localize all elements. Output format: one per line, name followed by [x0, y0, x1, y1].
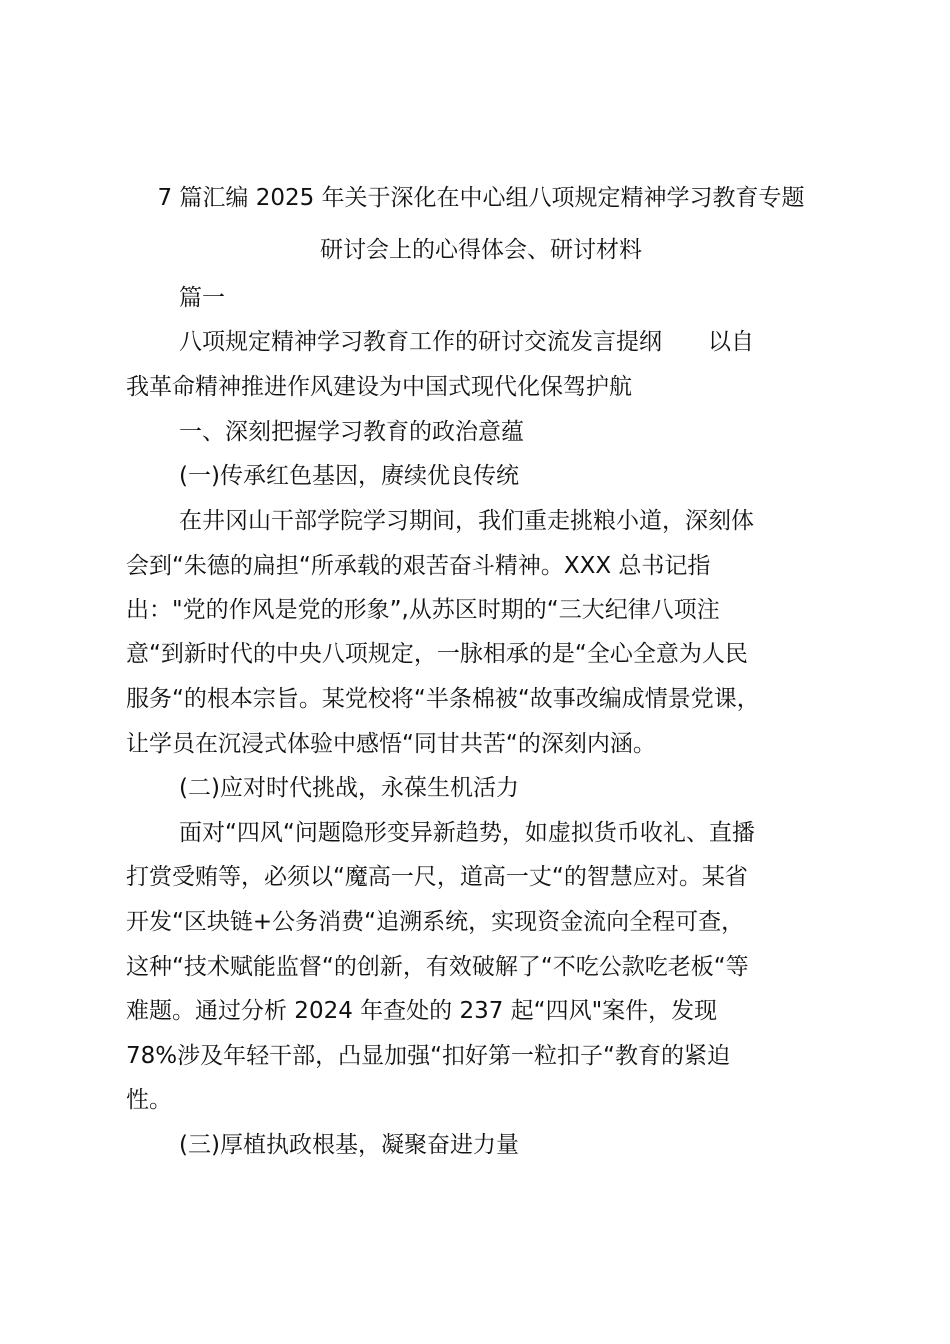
- paragraph-line: 意“到新时代的中央八项规定，一脉相承的是“全心全意为人民: [126, 641, 748, 667]
- paragraph-line: 面对“四风“问题隐形变异新趋势，如虚拟货币收礼、直播: [179, 820, 755, 846]
- paragraph-line: 八项规定精神学习教育工作的研讨交流发言提纲 以自: [179, 329, 754, 355]
- paragraph-line: 打赏受贿等，必须以“魔高一尺，道高一丈“的智慧应对。某省: [126, 864, 748, 890]
- paragraph-line: 让学员在沉浸式体验中感悟“同甘共苦“的深刻内涵。: [126, 731, 656, 757]
- paragraph-line: 难题。通过分析 2024 年查处的 237 起“四风"案件，发现: [126, 998, 718, 1024]
- subsection-heading: (三)厚植执政根基，凝聚奋进力量: [179, 1132, 519, 1158]
- paragraph-line: 开发“区块链+公务消费“追溯系统，实现资金流向全程可查，: [126, 909, 745, 935]
- chapter-label: 篇一: [179, 285, 225, 311]
- subsection-heading: (二)应对时代挑战，永葆生机活力: [179, 775, 519, 801]
- paragraph-line: 性。: [126, 1087, 172, 1113]
- paragraph-line: 出："党的作风是党的形象”,从苏区时期的“三大纪律八项注: [126, 597, 720, 623]
- subsection-heading: (一)传承红色基因，赓续优良传统: [179, 463, 519, 489]
- document-title-line-1: 7 篇汇编 2025 年关于深化在中心组八项规定精神学习教育专题: [157, 185, 805, 211]
- paragraph-line: 在井冈山干部学院学习期间，我们重走挑粮小道，深刻体: [179, 508, 754, 534]
- paragraph-line: 会到“朱德的扁担“所承载的艰苦奋斗精神。XXX 总书记指: [126, 553, 711, 579]
- paragraph-line: 78%涉及年轻干部，凸显加强“扣好第一粒扣子“教育的紧迫: [126, 1043, 730, 1069]
- paragraph-line: 服务“的根本宗旨。某党校将“半条棉被“故事改编成情景党课，: [126, 686, 760, 712]
- document-title-line-2: 研讨会上的心得体会、研讨材料: [320, 237, 642, 263]
- paragraph-line: 这种“技术赋能监督“的创新，有效破解了“不吃公款吃老板“等: [126, 954, 749, 980]
- paragraph-line: 我革命精神推进作风建设为中国式现代化保驾护航: [126, 374, 632, 400]
- section-heading: 一、深刻把握学习教育的政治意蕴: [179, 419, 524, 445]
